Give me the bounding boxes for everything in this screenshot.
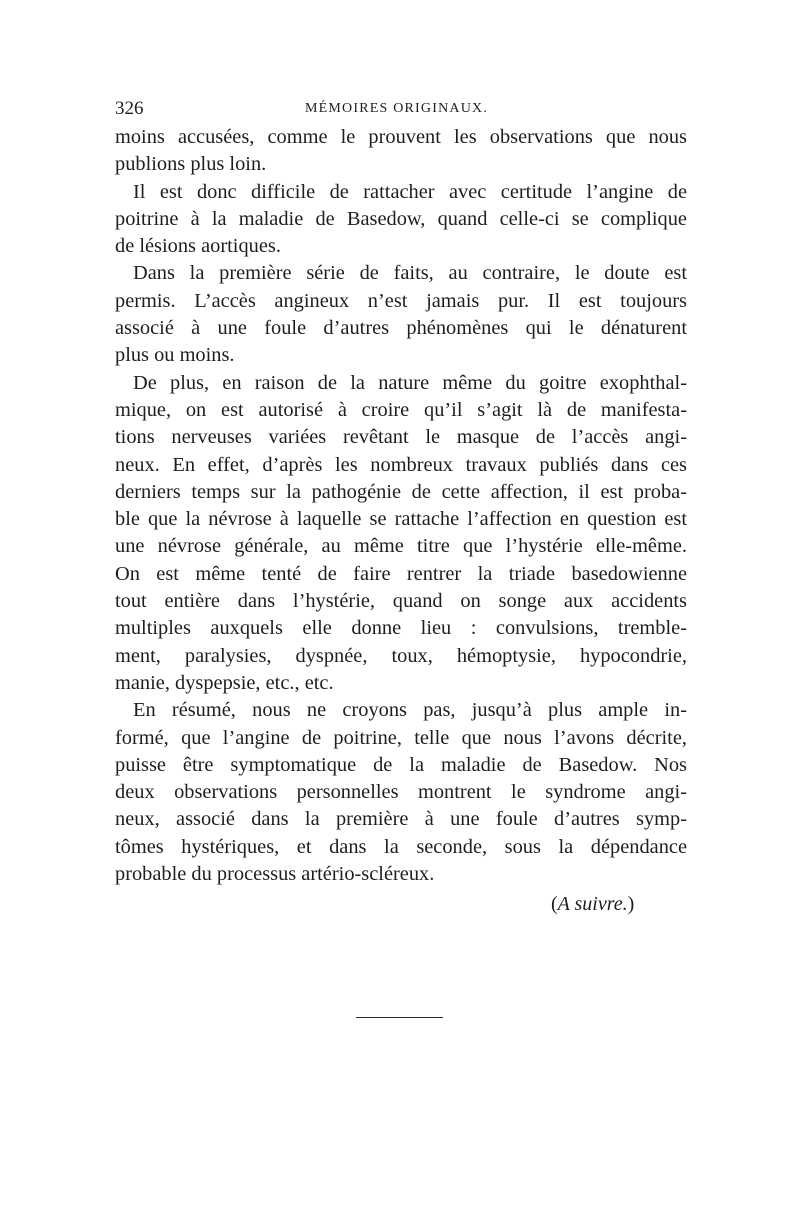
text-line: formé, que l’angine de poitrine, telle que nous l’avons décrite, (115, 726, 687, 749)
page-number: 326 (115, 98, 144, 119)
text-line: En résumé, nous ne croyons pas, jusqu’à plus ample in- (133, 699, 687, 722)
text-line: De plus, en raison de la nature même du goitre exophthal- (133, 371, 687, 394)
text-line: neux. En effet, d’après les nombreux travaux publiés dans ces (115, 453, 687, 476)
paragraph (115, 124, 687, 179)
end-rule (356, 1017, 443, 1018)
paragraph (115, 697, 687, 888)
running-title: MÉMOIRES ORIGINAUX. (305, 101, 489, 116)
text-line: Dans la première série de faits, au contraire, le doute est (133, 262, 687, 285)
continuation-text: A suivre. (557, 893, 628, 915)
text-line: neux, associé dans la première à une foule d’autres symp- (115, 808, 687, 831)
text-line: permis. L’accès angineux n’est jamais pur. Il est toujours (115, 289, 687, 312)
text-line: associé à une foule d’autres phénomènes qui le dénaturent (115, 317, 687, 340)
body-text (115, 124, 687, 888)
text-line: tions nerveuses variées revêtant le masque de l’accès angi- (115, 426, 687, 449)
running-head (115, 98, 687, 120)
text-line: ble que la névrose à laquelle se rattache l’affection en question est (115, 508, 687, 531)
text-line: mique, on est autorisé à croire qu’il s’agit là de manifesta- (115, 398, 687, 421)
paragraph (115, 179, 687, 261)
text-line: manie, dyspepsie, etc., etc. (115, 671, 334, 694)
text-line: On est même tenté de faire rentrer la triade basedowienne (115, 562, 687, 585)
text-line: probable du processus artério-scléreux. (115, 863, 435, 886)
text-line: multiples auxquels elle donne lieu : convulsions, tremble- (115, 617, 687, 640)
continuation-note (551, 893, 634, 916)
text-line: puisse être symptomatique de la maladie de Basedow. Nos (115, 753, 687, 776)
text-line: tômes hystériques, et dans la seconde, sous la dépendance (115, 835, 687, 858)
paragraph (115, 260, 687, 369)
paragraph (115, 370, 687, 698)
text-line: une névrose générale, au même titre que l’hystérie elle-même. (115, 535, 687, 558)
open-paren: ( (551, 893, 558, 915)
text-line: de lésions aortiques. (115, 235, 281, 258)
text-line: plus ou moins. (115, 344, 235, 367)
text-line: deux observations personnelles montrent le syndrome angi- (115, 781, 687, 804)
text-line: derniers temps sur la pathogénie de cette affection, il est proba- (115, 480, 687, 503)
text-line: poitrine à la maladie de Basedow, quand celle-ci se complique (115, 207, 687, 230)
text-line: ment, paralysies, dyspnée, toux, hémoptysie, hypocondrie, (115, 644, 687, 667)
text-line: publions plus loin. (115, 153, 267, 176)
text-line: Il est donc difficile de rattacher avec certitude l’angine de (133, 180, 687, 203)
text-line: moins accusées, comme le prouvent les observations que nous (115, 126, 687, 148)
text-line: tout entière dans l’hystérie, quand on songe aux accidents (115, 590, 687, 613)
close-paren: ) (627, 893, 635, 915)
